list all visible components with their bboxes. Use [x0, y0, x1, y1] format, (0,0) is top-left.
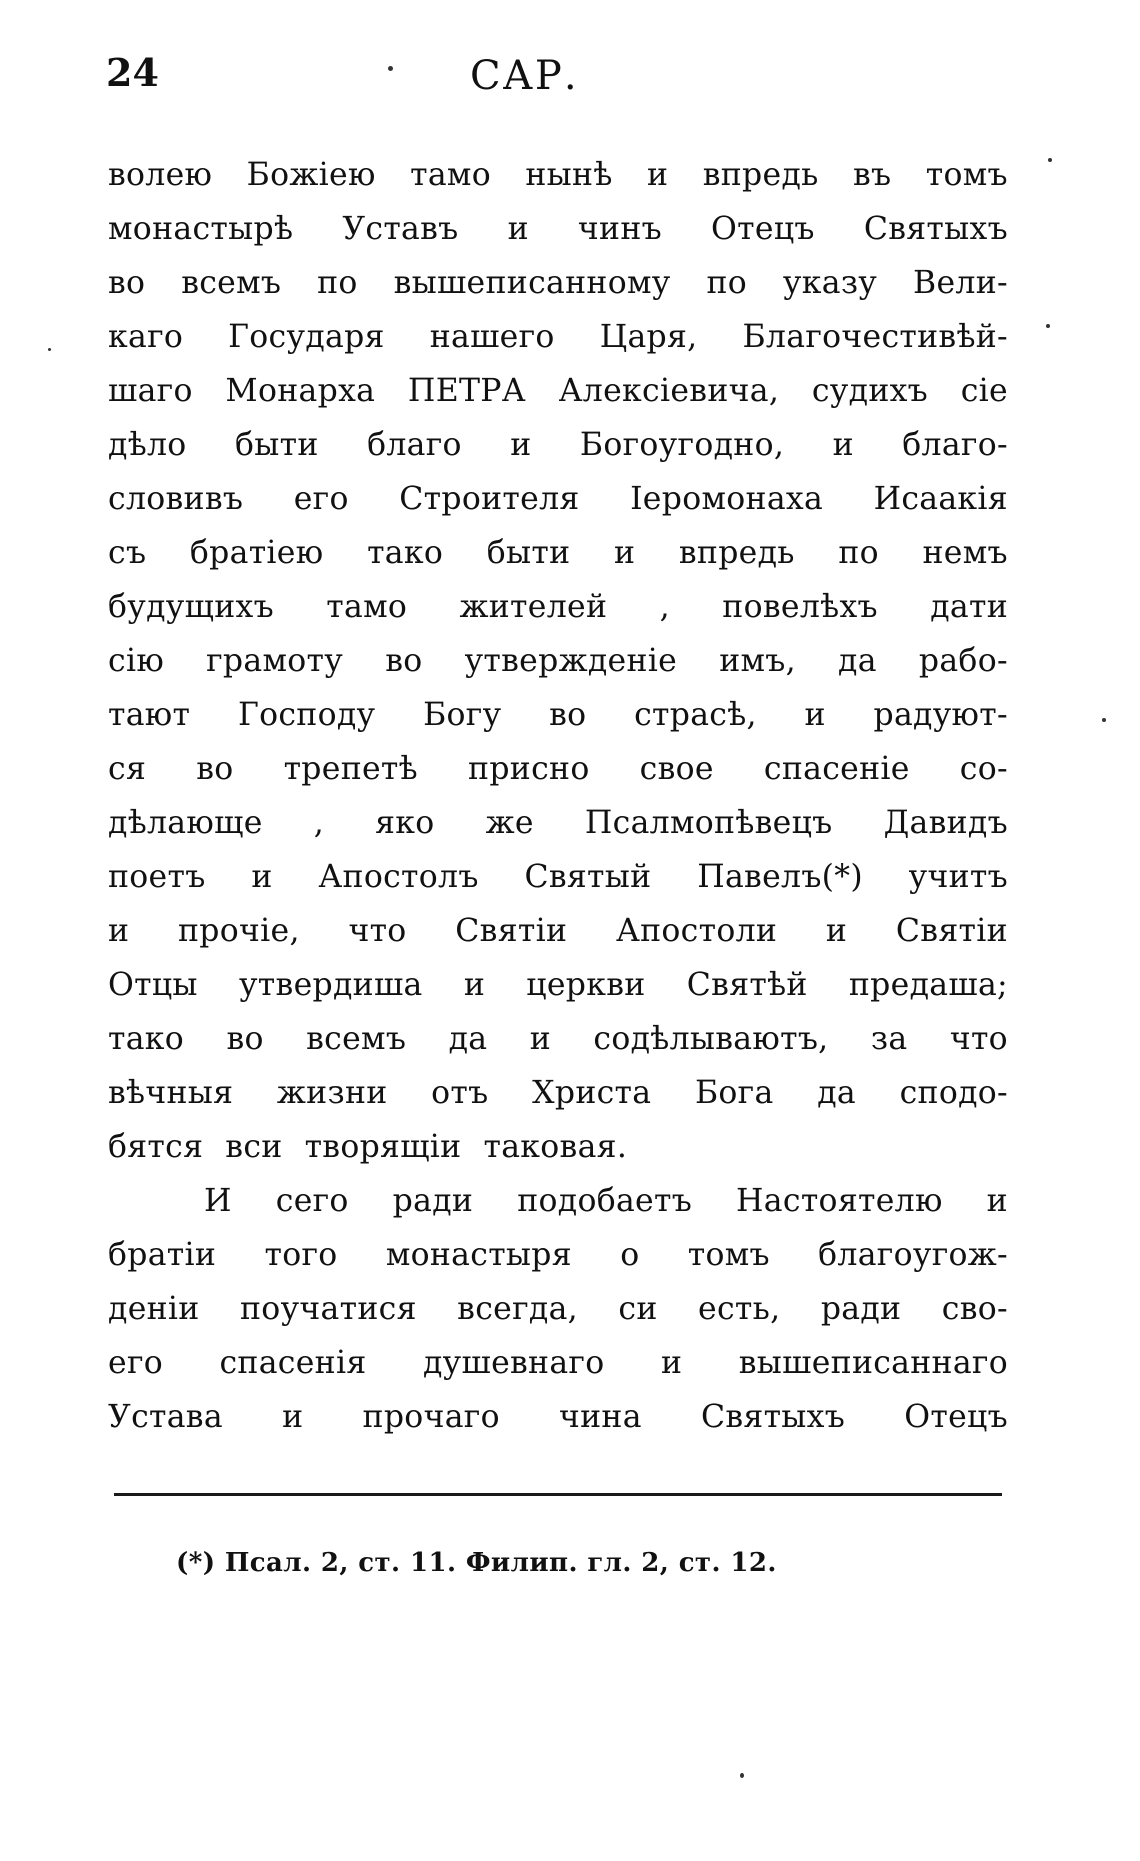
text-line: дѣло быти благо и Богоугодно, и благо- — [108, 427, 1008, 463]
text-line: монастырѣ Уставъ и чинъ Отецъ Святыхъ — [108, 211, 1008, 247]
text-line: Устава и прочаго чина Святыхъ Отецъ — [108, 1399, 1008, 1435]
running-head: САР. — [470, 53, 579, 99]
text-line: Отцы утвердиша и церкви Святѣй предаша; — [108, 967, 1008, 1003]
text-line: тако во всемъ да и содѣлываютъ, за что — [108, 1021, 1008, 1057]
text-line: тают Господу Богу во страсѣ, и радуют- — [108, 697, 1008, 733]
text-line: шаго Монарха ПЕТРА Алексiевича, судихъ сiе — [108, 373, 1008, 409]
text-line: бятся вси творящiи таковая. — [108, 1129, 628, 1165]
text-line: его спасенiя душевнаго и вышеписаннаго — [108, 1345, 1008, 1381]
text-line: каго Государя нашего Царя, Благочестивѣй- — [108, 319, 1008, 355]
print-speck — [48, 348, 51, 351]
print-speck — [388, 66, 393, 71]
footnote: (*) Псал. 2, ст. 11. Филип. гл. 2, ст. 12. — [176, 1548, 777, 1578]
text-line: И сего ради подобаетъ Настоятелю и — [204, 1183, 1008, 1219]
text-line: волею Божiею тамо нынѣ и впредь въ томъ — [108, 157, 1008, 193]
print-speck — [740, 1773, 744, 1778]
page-number: 24 — [106, 50, 159, 95]
text-line: будущихъ тамо жителей , повелѣхъ дати — [108, 589, 1008, 625]
footnote-rule — [114, 1493, 1002, 1496]
text-line: денiи поучатися всегда, си есть, ради сво- — [108, 1291, 1008, 1327]
print-speck — [1102, 718, 1106, 722]
print-speck — [1046, 324, 1050, 328]
print-speck — [1048, 158, 1052, 162]
body-text — [108, 148, 1008, 1444]
text-line: братiи того монастыря о томъ благоугож- — [108, 1237, 1008, 1273]
text-line: поетъ и Апостолъ Святый Павелъ(*) учитъ — [108, 859, 1008, 895]
text-line: и прочiе, что Святiи Апостоли и Святiи — [108, 913, 1008, 949]
text-line: ся во трепетѣ присно свое спасенiе со- — [108, 751, 1008, 787]
text-line: словивъ его Строителя Iеромонаха Исаакiя — [108, 481, 1008, 517]
text-line: съ братiею тако быти и впредь по немъ — [108, 535, 1008, 571]
text-line: вѣчныя жизни отъ Христа Бога да сподо- — [108, 1075, 1008, 1111]
text-line: дѣлающе , яко же Псалмопѣвецъ Давидъ — [108, 805, 1008, 841]
text-line: сiю грамоту во утвержденiе имъ, да рабо- — [108, 643, 1008, 679]
text-line: во всемъ по вышеписанному по указу Вели- — [108, 265, 1008, 301]
